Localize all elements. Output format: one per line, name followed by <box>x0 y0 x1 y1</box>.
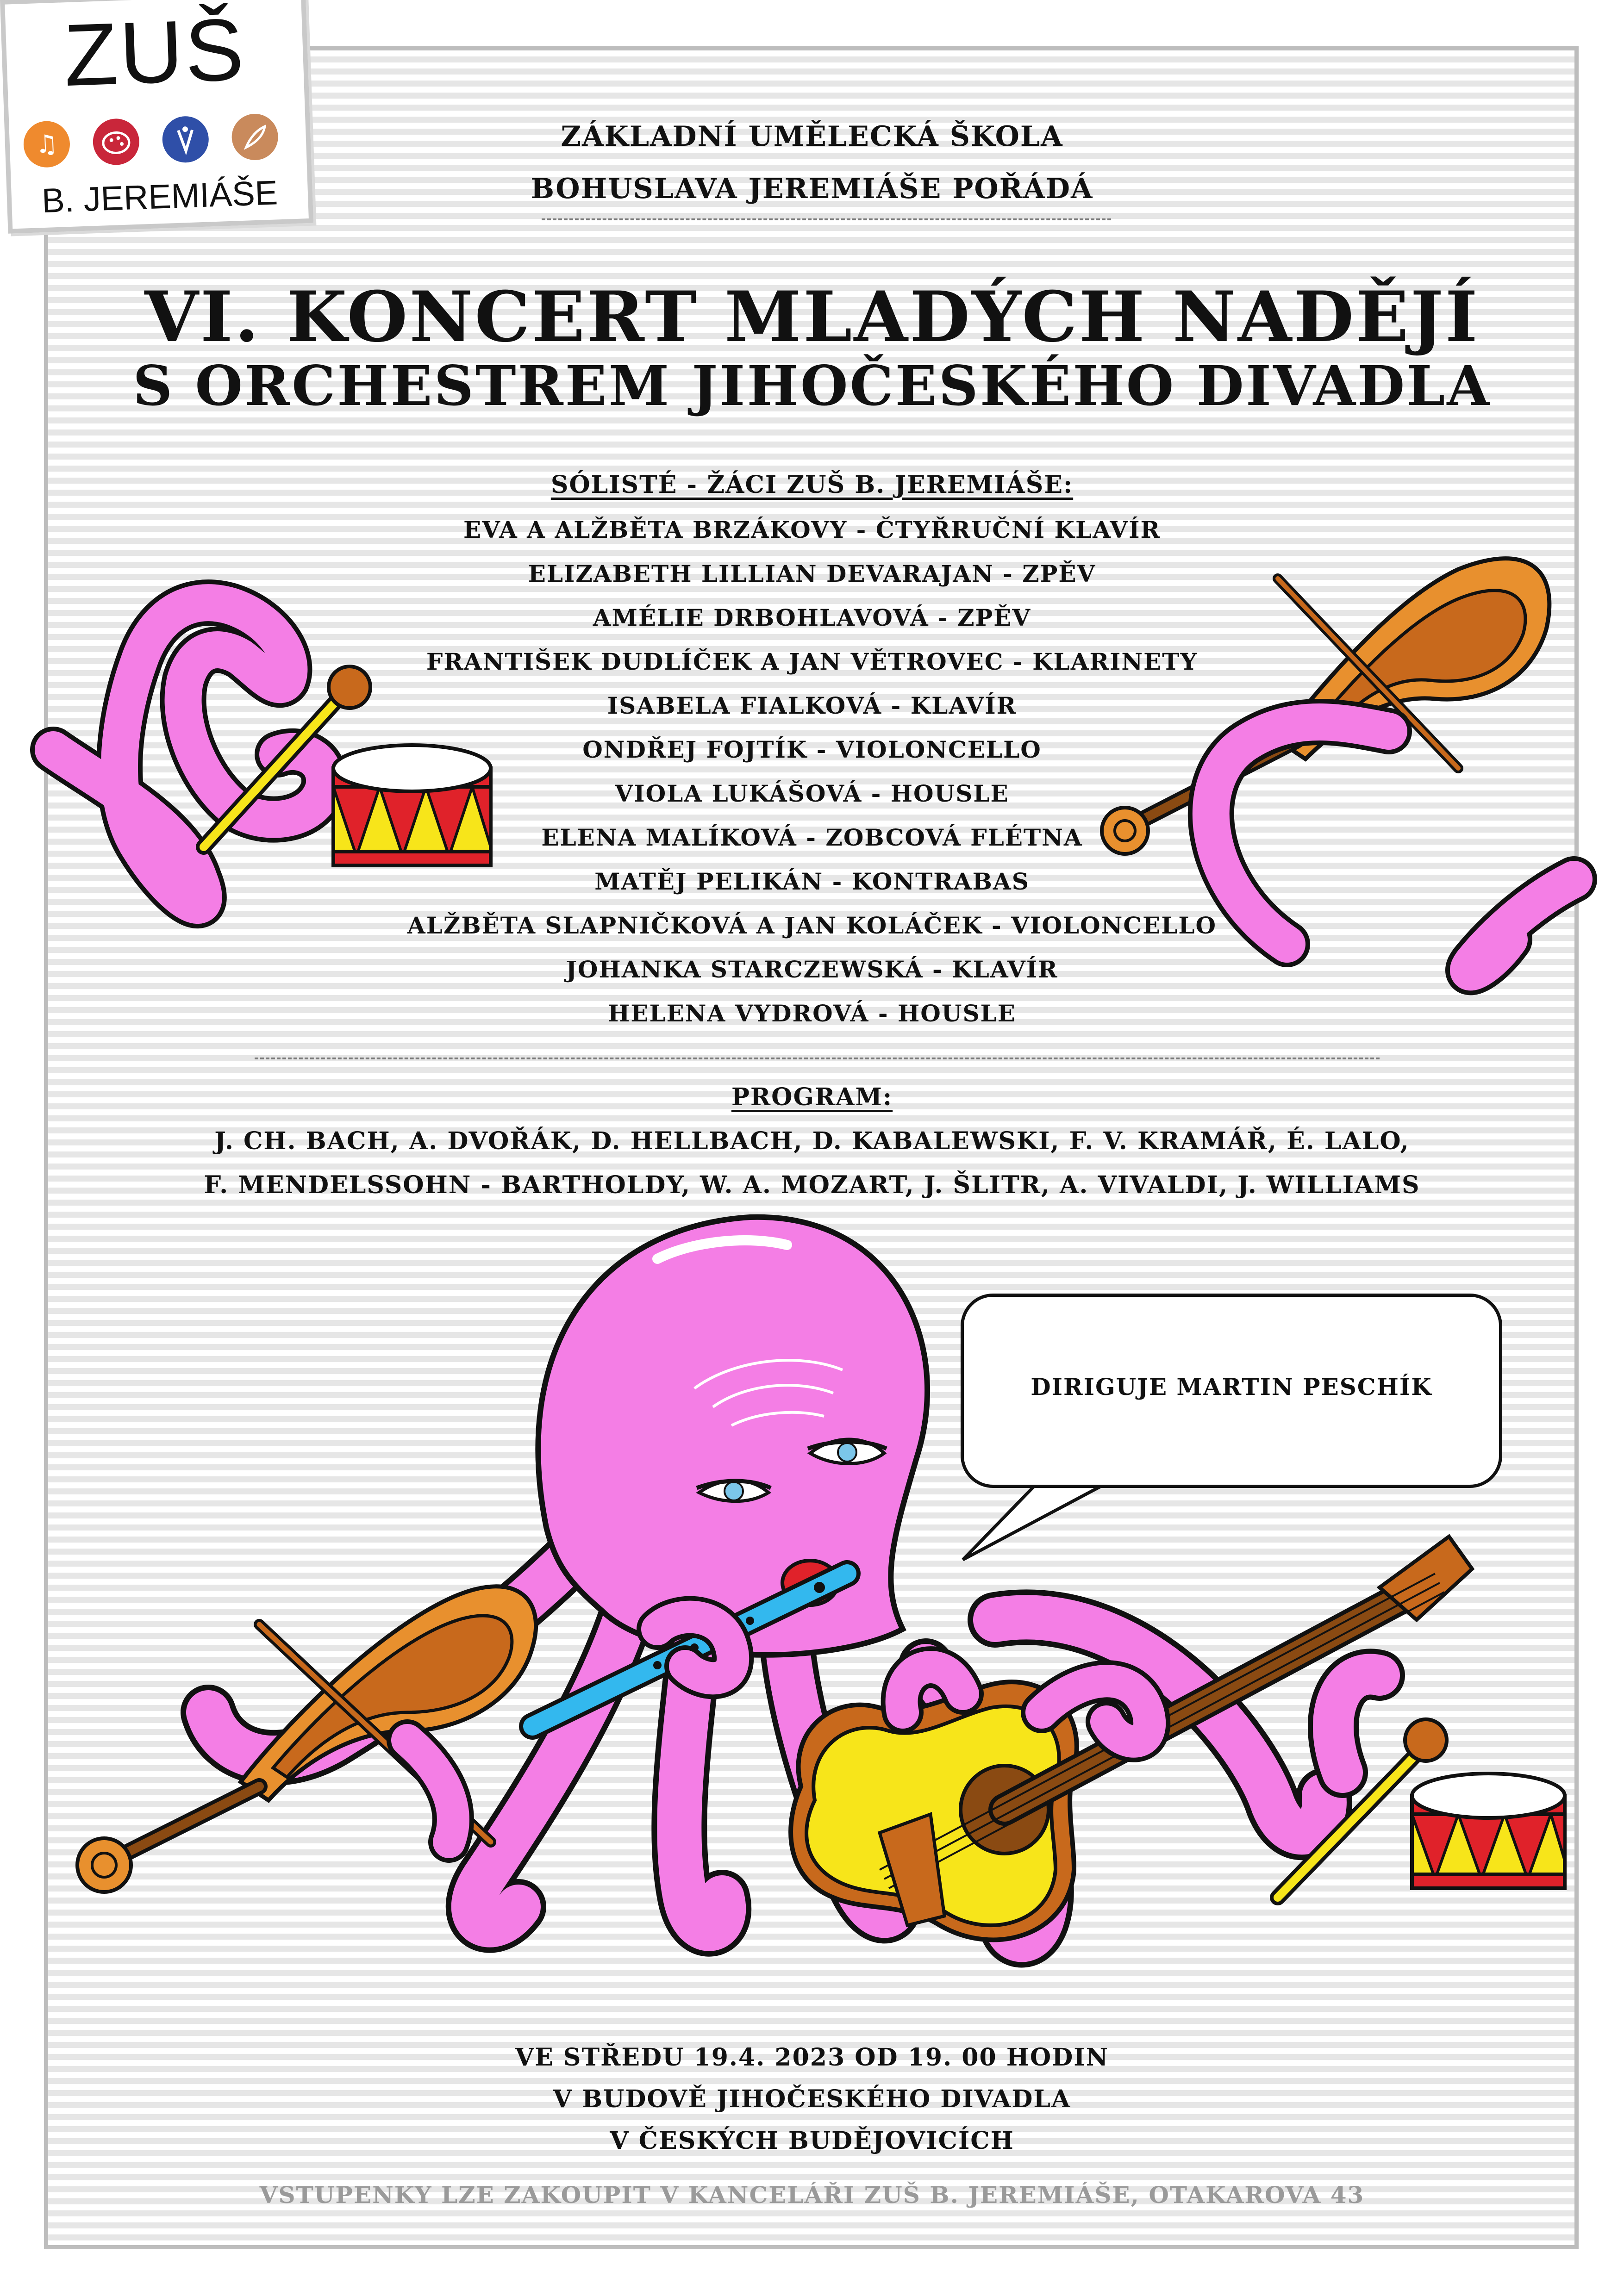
soloist-item: ELIZABETH LILLIAN DEVARAJAN - ZPĚV <box>528 560 1096 587</box>
soloist-item: JOHANKA STARCZEWSKÁ - KLAVÍR <box>566 956 1058 983</box>
soloist-item: ISABELA FIALKOVÁ - KLAVÍR <box>607 692 1017 719</box>
soloist-item: AMÉLIE DRBOHLAVOVÁ - ZPĚV <box>593 604 1031 631</box>
header-divider <box>542 218 1111 220</box>
soloist-item: EVA A ALŽBĚTA BRZÁKOVY - ČTYŘRUČNÍ KLAVÍR <box>463 516 1161 543</box>
program-heading: PROGRAM: <box>731 1083 893 1111</box>
soloist-item: FRANTIŠEK DUDLÍČEK A JAN VĚTROVEC - KLARINETY <box>426 648 1198 675</box>
lower-left-violin-illustration <box>77 1587 536 1892</box>
school-logo <box>0 0 313 234</box>
logo-subtitle: B. JEREMIÁŠE <box>41 173 279 220</box>
soloist-item: MATĚJ PELIKÁN - KONTRABAS <box>594 868 1030 895</box>
conductor-text: DIRIGUJE MARTIN PESCHÍK <box>1031 1373 1432 1400</box>
organizer-line-2: BOHUSLAVA JEREMIÁŠE POŘÁDÁ <box>531 173 1093 205</box>
organizer-line-1: ZÁKLADNÍ UMĚLECKÁ ŠKOLA <box>561 120 1063 153</box>
speech-bubble <box>961 1294 1502 1488</box>
concert-title: VI. KONCERT MLADÝCH NADĚJÍ <box>144 276 1480 358</box>
svg-text:♫: ♫ <box>35 129 59 159</box>
event-venue: V BUDOVĚ JIHOČESKÉHO DIVADLA <box>553 2085 1071 2113</box>
speech-bubble-tail <box>963 1483 1106 1560</box>
soloists-divider <box>255 1058 1380 1059</box>
program-line-2: F. MENDELSSOHN - BARTHOLDY, W. A. MOZART, J. ŠLITR, A. VIVALDI, J. WILLIAMS <box>204 1171 1420 1199</box>
logo-title: ZUŠ <box>62 0 247 105</box>
event-city: V ČESKÝCH BUDĚJOVICÍCH <box>610 2127 1014 2155</box>
soloist-item: VIOLA LUKÁŠOVÁ - HOUSLE <box>615 780 1009 807</box>
theatre-icon <box>162 115 209 163</box>
soloists-heading: SÓLISTÉ - ŽÁCI ZUŠ B. JEREMIÁŠE: <box>550 471 1074 499</box>
program-line-1: J. CH. BACH, A. DVOŘÁK, D. HELLBACH, D. KABALEWSKI, F. V. KRAMÁŘ, É. LALO, <box>214 1127 1410 1155</box>
tickets-info: VSTUPENKY LZE ZAKOUPIT V KANCELÁŘI ZUŠ B. JEREMIÁŠE, OTAKAROVA 43 <box>259 2181 1365 2209</box>
event-date: VE STŘEDU 19.4. 2023 OD 19. 00 HODIN <box>515 2043 1109 2072</box>
soloist-item: ONDŘEJ FOJTÍK - VIOLONCELLO <box>582 736 1042 763</box>
music-note-icon <box>23 120 70 168</box>
soloist-item: ALŽBĚTA SLAPNIČKOVÁ A JAN KOLÁČEK - VIOLONCELLO <box>407 912 1217 939</box>
soloist-item: ELENA MALÍKOVÁ - ZOBCOVÁ FLÉTNA <box>541 824 1083 851</box>
logo-icons <box>23 112 302 173</box>
concert-subtitle: S ORCHESTREM JIHOČESKÉHO DIVADLA <box>133 354 1491 418</box>
palette-icon <box>92 118 140 166</box>
soloist-item: HELENA VYDROVÁ - HOUSLE <box>608 1000 1016 1027</box>
feather-icon <box>231 113 279 161</box>
